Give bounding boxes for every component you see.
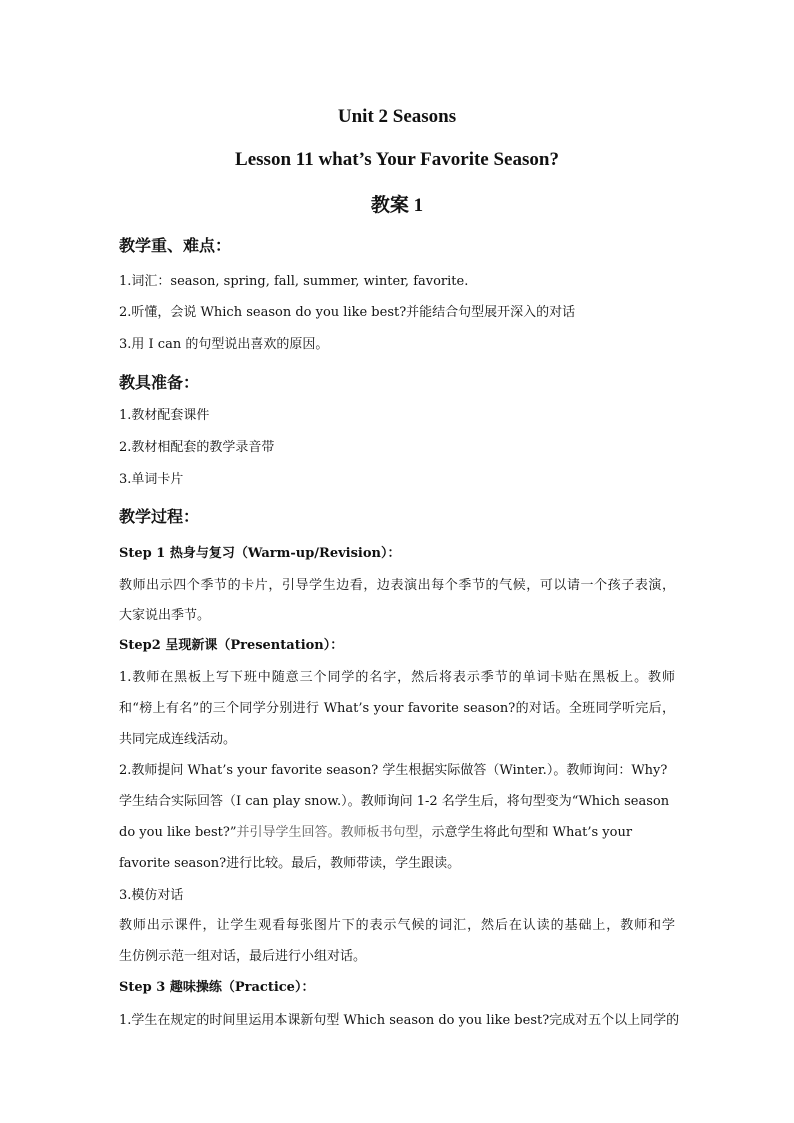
step2-p1-line: 和“榜上有名”的三个同学分别进行 What’s your favorite season?的对话。全班同学听完后， (119, 701, 675, 716)
step3-p1-line: 1.学生在规定的时间里运用本课新句型 Which season do you like best?完成对五个以上同学的 (119, 1013, 680, 1028)
material-item: 2.教材相配套的教学录音带 (119, 440, 275, 455)
step1-title: Step 1 热身与复习（Warm-up/Revision）： (119, 546, 401, 561)
step2-p2-line: favorite season?进行比较。最后，教师带读，学生跟读。 (119, 856, 461, 871)
key-point-item: 3.用 I can 的句型说出喜欢的原因。 (119, 337, 329, 352)
step2-p2-line: 学生结合实际回答（I can play snow.）。教师询问 1-2 名学生后，将句型变为“Which season (119, 794, 670, 809)
process-heading: 教学过程： (119, 507, 200, 526)
plan-title: 教案 1 (370, 195, 424, 216)
lesson-title: Lesson 11 what’s Your Favorite Season? (235, 149, 559, 170)
key-point-item: 2.听懂，会说 Which season do you like best?并能结合句型展开深入的对话 (119, 305, 576, 320)
material-item: 3.单词卡片 (119, 472, 184, 487)
step2-title: Step2 呈现新课（Presentation）： (119, 638, 344, 653)
step2-p2-segment: do you like best?” (119, 825, 237, 840)
step2-p3-title: 3.模仿对话 (119, 888, 184, 903)
step2-p2-segment-grey: 并引导学生回答。教师板书句型， (236, 825, 432, 840)
step2-p2-line (119, 821, 632, 840)
step2-p3-line: 教师出示课件，让学生观看每张图片下的表示气候的词汇，然后在认读的基础上，教师和学 (119, 918, 675, 933)
step2-p1-line: 1.教师在黑板上写下班中随意三个同学的名字，然后将表示季节的单词卡贴在黑板上。教师 (119, 670, 675, 685)
step2-p2-line: 2.教师提问 What’s your favorite season? 学生根据实际做答（Winter.）。教师询问：Why? (119, 763, 668, 778)
material-item: 1.教材配套课件 (119, 408, 210, 423)
step1-text-line: 大家说出季节。 (119, 608, 211, 623)
unit-title: Unit 2 Seasons (337, 106, 457, 127)
step1-text-line: 教师出示四个季节的卡片，引导学生边看，边表演出每个季节的气候，可以请一个孩子表演， (119, 578, 675, 593)
materials-heading: 教具准备： (119, 373, 200, 392)
key-points-heading: 教学重、难点： (119, 236, 232, 255)
step2-p3-line: 生仿例示范一组对话，最后进行小组对话。 (119, 949, 367, 964)
step2-p2-segment: 示意学生将此句型和 What’s your (431, 825, 633, 840)
step3-title: Step 3 趣味操练（Practice）： (119, 980, 315, 995)
key-point-item: 1.词汇：season, spring, fall, summer, winter, favorite. (119, 274, 469, 289)
step2-p1-line: 共同完成连线活动。 (119, 732, 237, 747)
